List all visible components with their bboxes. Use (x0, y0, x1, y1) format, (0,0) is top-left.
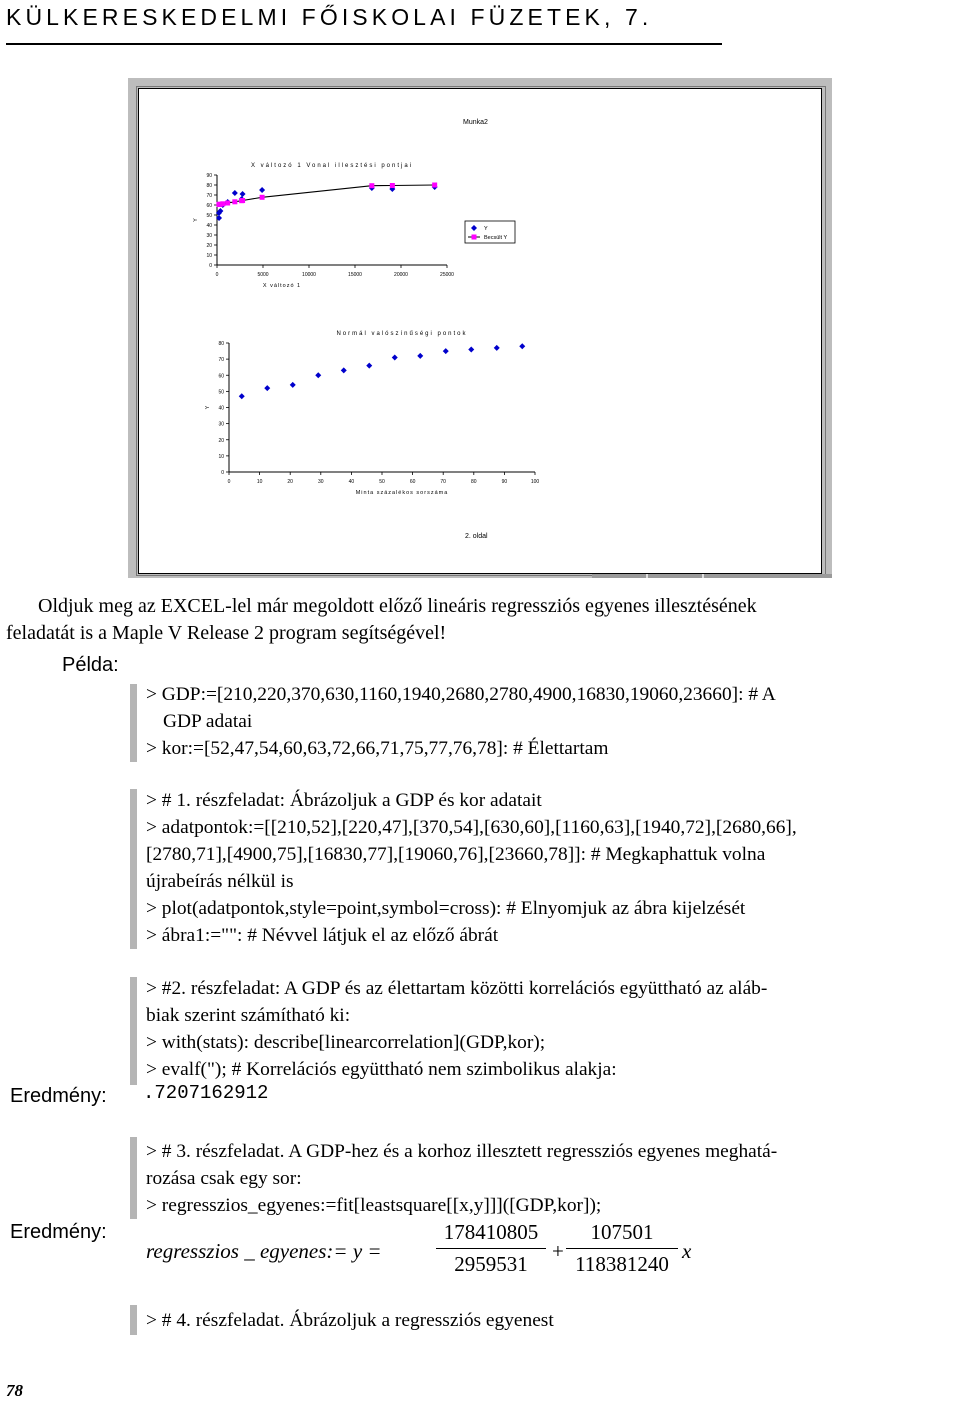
result-label: Eredmény: (10, 1221, 107, 1243)
data-point (366, 363, 372, 369)
numerator: 178410805 (443, 1220, 539, 1244)
data-point (264, 385, 270, 391)
maple-line: [2780,71],[4900,75],[16830,77],[19060,76],[23660,78]]: # Megkaphattuk volna (146, 844, 766, 865)
result-label: Eredmény: (10, 1085, 107, 1107)
x-tick-label: 10000 (302, 272, 316, 278)
correlation-output: .7207162912 (143, 1082, 269, 1104)
x-axis-label: Minta százalékos sorszáma (355, 490, 449, 496)
data-point (392, 355, 398, 361)
maple-line: GDP adatai (163, 711, 253, 732)
y-tick-label: 30 (206, 233, 212, 239)
fit-line (219, 185, 435, 205)
page-label: 2. oldal (465, 533, 488, 540)
data-point (260, 195, 265, 200)
excel-print-preview (128, 78, 832, 578)
data-point (390, 183, 395, 188)
intro-line: feladatát is a Maple V Release 2 program segítségével! (6, 622, 447, 644)
maple-line: > regresszios_egyenes:=fit[leastsquare[[x,y]]]([GDP,kor]); (146, 1195, 602, 1216)
x-tick-label: 25000 (440, 272, 454, 278)
x-tick-label: 10 (256, 479, 263, 485)
maple-block-task1 (146, 787, 797, 949)
legend-label: Y (484, 226, 488, 232)
y-tick-label: 60 (218, 373, 224, 380)
fraction-bar (566, 1248, 678, 1249)
x-tick-label: 40 (348, 479, 355, 485)
y-tick-label: 80 (218, 341, 224, 347)
fraction-1 (436, 1220, 546, 1277)
maple-line: újrabeírás nélkül is (146, 871, 294, 892)
maple-block-task3 (146, 1138, 777, 1219)
y-tick-label: 50 (206, 213, 212, 219)
data-point (417, 353, 423, 359)
legend-label: Becsült Y (484, 235, 508, 241)
plus-sign: + (552, 1239, 564, 1263)
x-tick-label: 70 (440, 479, 446, 485)
y-tick-label: 40 (218, 405, 224, 412)
y-tick-label: 70 (218, 357, 224, 364)
maple-input-bar (130, 1305, 137, 1335)
x-tick-label: 90 (501, 479, 508, 485)
fraction-2 (566, 1220, 678, 1277)
data-point (432, 183, 437, 188)
y-tick-label: 0 (209, 263, 212, 269)
maple-line: > # 1. részfeladat: Ábrázoljuk a GDP és kor adatait (146, 790, 542, 811)
x-tick-label: 15000 (348, 272, 362, 278)
maple-line: > # 4. részfeladat. Ábrázoljuk a regressziós egyenest (146, 1310, 554, 1331)
formula-lhs: regresszios _ egyenes:= y = (146, 1239, 382, 1263)
data-point (468, 346, 474, 352)
data-point (443, 348, 449, 354)
x-tick-label: 100 (530, 479, 540, 485)
x-tick-label: 0 (227, 479, 231, 485)
data-point (369, 183, 374, 188)
y-tick-label: 80 (206, 183, 212, 189)
maple-block-task4 (146, 1307, 554, 1334)
preview-scroll-strip (592, 574, 832, 578)
data-point (259, 187, 265, 193)
data-point (232, 199, 237, 204)
maple-input-bar (130, 789, 137, 949)
y-axis-label: Y (205, 405, 211, 410)
data-point (225, 201, 230, 206)
y-tick-label: 20 (218, 437, 224, 444)
maple-line: > kor:=[52,47,54,60,63,72,66,71,75,77,76,78]: # Élettartam (146, 738, 609, 759)
maple-input-bar (130, 977, 137, 1085)
y-tick-label: 10 (206, 253, 212, 259)
maple-line: biak szerint számítható ki: (146, 1005, 351, 1026)
regression-formula (146, 1220, 706, 1282)
maple-line: > GDP:=[210,220,370,630,1160,1940,2680,2780,4900,16830,19060,23660]: # A (146, 684, 776, 705)
header-rule (6, 43, 722, 45)
y-tick-label: 40 (206, 223, 212, 229)
y-axis-label: Y (193, 218, 199, 222)
chart-title: Normál valószínűségi pontok (336, 331, 468, 337)
y-tick-label: 70 (206, 193, 212, 199)
maple-block-task2 (146, 975, 767, 1083)
x-tick-label: 30 (318, 479, 324, 485)
y-tick-label: 30 (218, 421, 224, 428)
sheet-title: Munka2 (463, 119, 488, 126)
maple-line: > evalf("); # Korrelációs együttható nem szimbolikus alakja: (146, 1059, 617, 1080)
y-tick-label: 90 (206, 173, 212, 179)
maple-block-data (146, 681, 776, 762)
maple-input-bar (130, 1137, 137, 1219)
x-tick-label: 60 (409, 479, 416, 485)
legend-marker (472, 235, 477, 240)
normal-probability-plot (199, 319, 619, 499)
x-tick-label: 0 (215, 272, 219, 278)
fraction-bar (436, 1248, 546, 1249)
denominator: 118381240 (575, 1252, 669, 1276)
data-point (519, 343, 525, 349)
maple-line: > # 3. részfeladat. A GDP-hez és a korhoz illesztett regressziós egyenes meghatá- (146, 1141, 778, 1162)
example-label: Példa: (62, 654, 119, 676)
data-point (341, 367, 347, 373)
running-header: KÜLKERESKEDELMI FŐISKOLAI FÜZETEK, 7. (6, 4, 653, 30)
y-tick-label: 0 (221, 470, 224, 476)
intro-line: Oldjuk meg az EXCEL-lel már megoldott előző lineáris regressziós egyenes illesztésének (38, 595, 757, 617)
x-tick-label: 20 (287, 479, 293, 485)
x-tick-label: 50 (379, 479, 385, 485)
x-tick-label: 80 (471, 479, 477, 485)
numerator: 107501 (590, 1220, 654, 1244)
data-point (240, 198, 245, 203)
intro-paragraph (6, 593, 956, 647)
maple-line: > ábra1:="": # Névvel látjuk el az előző ábrát (146, 925, 499, 946)
variable-x: x (682, 1239, 692, 1263)
maple-line: > #2. részfeladat: A GDP és az élettartam közötti korrelációs együttható az aláb- (146, 978, 768, 999)
maple-line: rozása csak egy sor: (146, 1168, 302, 1189)
data-point (290, 382, 296, 388)
maple-line: > adatpontok:=[[210,52],[220,47],[370,54],[630,60],[1160,63],[1940,72],[2680,66], (146, 817, 797, 838)
x-axis-label: X változó 1 (262, 283, 302, 289)
data-point (220, 201, 225, 206)
data-point (232, 190, 238, 196)
denominator: 2959531 (454, 1252, 528, 1276)
page-number: 78 (6, 1381, 23, 1400)
y-tick-label: 60 (206, 203, 212, 209)
data-point (494, 345, 500, 351)
data-point (315, 372, 321, 378)
x-tick-label: 5000 (257, 272, 269, 278)
chart-title: X változó 1 Vonal illesztési pontjai (250, 163, 414, 169)
y-tick-label: 10 (218, 453, 224, 460)
preview-page (138, 88, 822, 574)
maple-input-bar (130, 684, 137, 762)
data-point (240, 191, 246, 197)
x-tick-label: 20000 (394, 272, 408, 278)
y-tick-label: 20 (206, 243, 212, 249)
maple-line: > plot(adatpontok,style=point,symbol=cross): # Elnyomjuk az ábra kijelzését (146, 898, 746, 919)
data-point (239, 393, 245, 399)
line-fit-plot (193, 145, 619, 295)
y-tick-label: 50 (218, 389, 224, 396)
maple-line: > with(stats): describe[linearcorrelation](GDP,kor); (146, 1032, 546, 1053)
